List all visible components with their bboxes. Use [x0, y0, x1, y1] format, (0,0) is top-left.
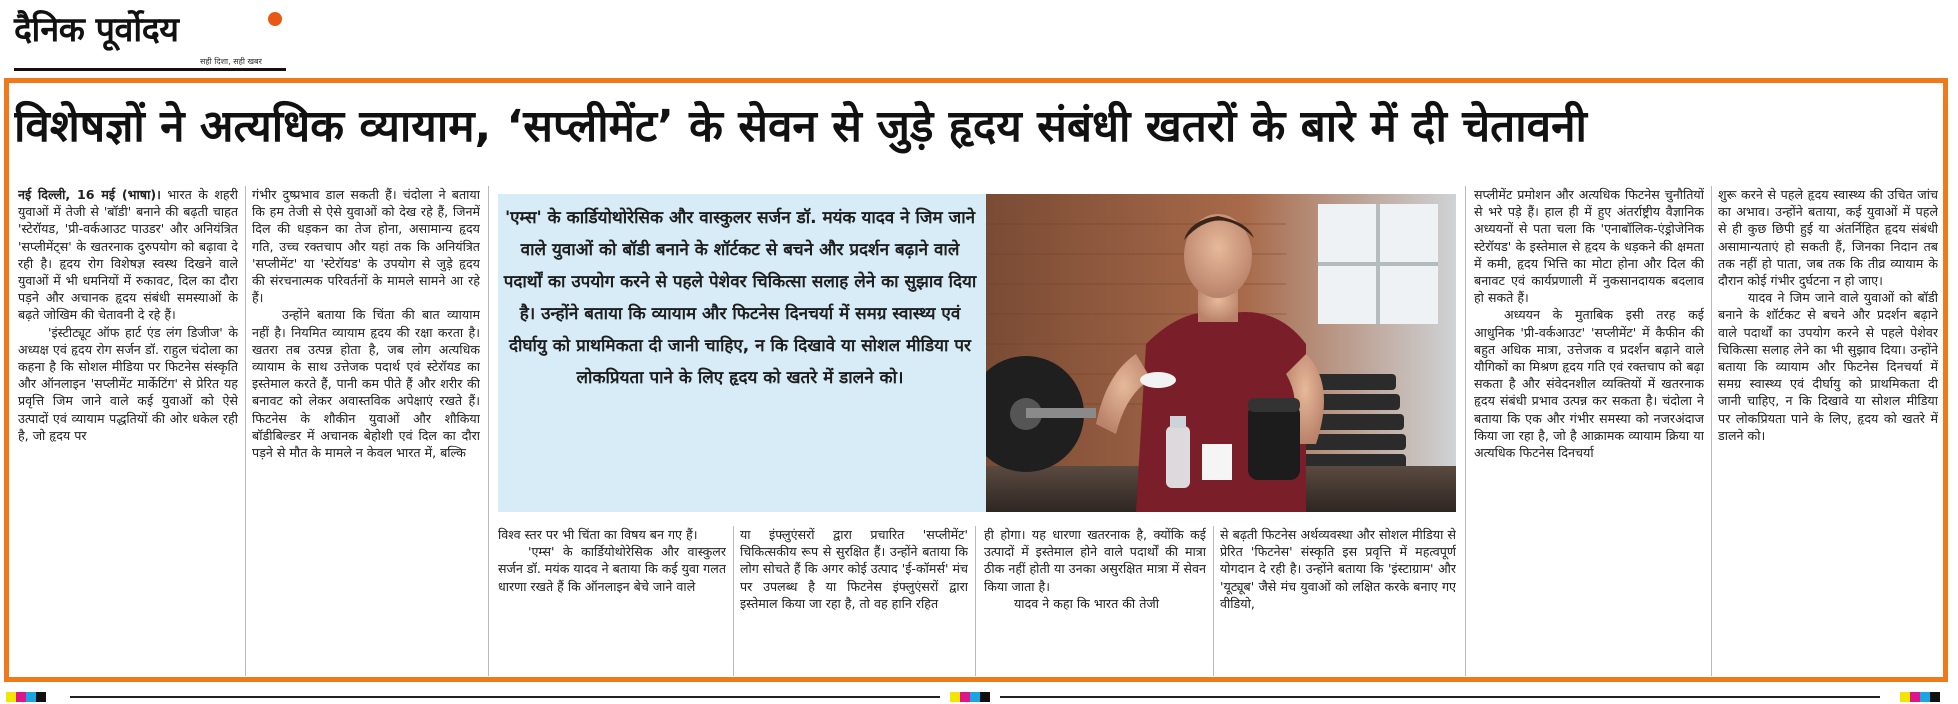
registration-swatch	[1900, 692, 1910, 702]
registration-swatch	[960, 692, 970, 702]
column-1-para-1: भारत के शहरी युवाओं में तेजी से 'बॉडी' बनाने की बढ़ती चाहत 'स्टेरॉयड, 'प्री-वर्कआउट पाउडर' और अनियंत्रित 'सप्लीमेंट्स' के खतरनाक दुरुपयोग को बढ़ावा दे रही है। हृदय रोग विशेषज्ञ स्वस्थ दिखने वाले युवाओं में भी धमनियों में रुकावट, दिल का दौरा पड़ने और अचानक हृदय संबंधी समस्याओं के बढ़ते जोखिम की चेतावनी दे रहे हैं।	[18, 187, 238, 323]
column-7-para-2: अध्ययन के मुताबिक इसी तरह कई आधुनिक 'प्री-वर्कआउट' 'सप्लीमेंट' में कैफीन की बहुत अधिक मात्रा, उत्तेजक व प्रदर्शन बढ़ाने वाले यौगिकों का मिश्रण हृदय गति एवं रक्तचाप को बढ़ा सकता है और संवेदनशील व्यक्तियों में खतरनाक हृदय संबंधी प्रभाव उत्पन्न कर सकता है। चंदोला ने बताया कि एक और गंभीर समस्या को नजरअंदाज किया जा रहा है, जो है आक्रामक व्यायाम क्रिया या अत्यधिक फिटनेस दिनचर्या	[1474, 307, 1704, 461]
registration-swatch	[1910, 692, 1920, 702]
article-column-2	[252, 186, 480, 676]
article-column-1	[18, 186, 238, 676]
masthead	[10, 6, 290, 72]
column-6-para-1: से बढ़ती फिटनेस अर्थव्यवस्था और सोशल मीडिया से प्रेरित 'फिटनेस' संस्कृति इस प्रवृत्ति में महत्वपूर्ण योगदान दे रही है। उन्होंने बताया कि 'इंस्टाग्राम' और 'यूट्यूब' जैसे मंच युवाओं को लक्षित करके बनाए गए वीडियो,	[1220, 527, 1456, 611]
column-3-para-1: विश्व स्तर पर भी चिंता का विषय बन गए हैं।	[498, 527, 698, 542]
registration-swatch	[36, 692, 46, 702]
article-column-3	[498, 526, 726, 676]
column-divider	[1465, 186, 1466, 676]
column-divider	[975, 526, 976, 676]
column-7-para-1: सप्लीमेंट प्रमोशन और अत्यधिक फिटनेस चुनौतियों से भरे पड़े हैं। हाल ही में हुए अंतर्राष्ट्रीय वैज्ञानिक अध्ययनों से पता चला कि 'एनाबॉलिक-एंड्रोजेनिक स्टेरॉयड' के इस्तेमाल से हृदय के धड़कने की क्षमता में कमी, हृदय भित्ति का मोटा होना और दिल की बनावट एवं कार्यप्रणाली में नुकसानदायक बदलाव हो सकते हैं।	[1474, 187, 1704, 306]
column-3-para-2: 'एम्स' के कार्डियोथोरेसिक और वास्कुलर सर्जन डॉ. मयंक यादव ने बताया कि कई युवा गलत धारणा रखते हैं कि ऑनलाइन बेचे जाने वाले	[498, 544, 726, 594]
logo-tagline: सही दिशा, सही खबर	[200, 57, 262, 66]
registration-line	[70, 696, 940, 698]
column-2-para-1: गंभीर दुष्प्रभाव डाल सकती हैं। चंदोला ने बताया कि हम तेजी से ऐसे युवाओं को देख रहे हैं, जिनमें दिल की धड़कन का तेज होना, असामान्य हृदय गति, उच्च रक्तचाप और यहां तक कि अनियंत्रित 'सप्लीमेंट' या 'स्टेरॉयड' के उपयोग से जुड़े हृदय की संरचनात्मक परिवर्तनों के मामले सामने आ रहे हैं।	[252, 187, 480, 306]
logo-dot-icon	[268, 12, 282, 26]
column-8-para-2: यादव ने जिम जाने वाले युवाओं को बॉडी बनाने के शॉर्टकट से बचने और प्रदर्शन बढ़ाने वाले पदार्थों का उपयोग करने से पहले पेशेवर चिकित्सा सलाह लेने का भी सुझाव दिया। उन्होंने बताया कि व्यायाम और फिटनेस दिनचर्या में समग्र स्वास्थ्य एवं दीर्घायु को प्राथमिकता दी जानी चाहिए, न कि दिखावे या सोशल मीडिया पर लोकप्रियता पाने के लिए, हृदय को खतरे में डालने को।	[1718, 290, 1938, 443]
registration-swatch	[970, 692, 980, 702]
registration-line	[1000, 696, 1880, 698]
column-5-para-1: ही होगा। यह धारणा खतरनाक है, क्योंकि कई उत्पादों में इस्तेमाल होने वाले पदार्थों की मात्रा ठीक नहीं होती या उनका असुरक्षित मात्रा में सेवन किया जाता है।	[984, 527, 1206, 594]
column-divider	[488, 186, 489, 676]
gym-supplement-photo	[986, 194, 1456, 512]
registration-swatch	[1930, 692, 1940, 702]
print-registration-bar	[0, 690, 1958, 704]
pull-quote-text: 'एम्स' के कार्डियोथोरेसिक और वास्कुलर सर्जन डॉ. मयंक यादव ने जिम जाने वाले युवाओं को बॉडी बनाने के शॉर्टकट से बचने और प्रदर्शन बढ़ाने वाले पदार्थों का उपयोग करने से पहले पेशेवर चिकित्सा सलाह लेने का सुझाव दिया है। उन्होंने बताया कि व्यायाम और फिटनेस दिनचर्या में समग्र स्वास्थ्य एवं दीर्घायु को प्राथमिकता दी जानी चाहिए, न कि दिखावे या सोशल मीडिया पर लोकप्रियता पाने के लिए हृदय को खतरे में डालने को।	[503, 208, 977, 388]
column-divider	[245, 186, 246, 676]
column-5-para-2: यादव ने कहा कि भारत की तेजी	[1014, 595, 1159, 611]
column-8-para-1: शुरू करने से पहले हृदय स्वास्थ्य की उचित जांच का अभाव। उन्होंने बताया, कई युवाओं में पहले से ही कुछ छिपी हुई या अंतर्निहित हृदय संबंधी असामान्यताएं हो सकती हैं, जिनका निदान तब तक नहीं हो पाता, जब तक कि तीव्र व्यायाम के दौरान कोई गंभीर दुर्घटना न हो जाए।	[1718, 187, 1938, 289]
column-1-para-2: 'इंस्टीट्यूट ऑफ हार्ट एंड लंग डिजीज' के अध्यक्ष एवं हृदय रोग सर्जन डॉ. राहुल चंदोला का कहना है कि सोशल मीडिया पर फिटनेस संस्कृति और ऑनलाइन 'सप्लीमेंट मार्केटिंग' से प्रेरित यह प्रवृत्ति जिम जाने वाले कई युवाओं को ऐसे उत्पादों एवं व्यायाम पद्धतियों की ओर धकेल रही है, जो हृदय पर	[18, 324, 238, 443]
registration-swatch	[1920, 692, 1930, 702]
registration-swatch	[980, 692, 990, 702]
column-divider	[1711, 186, 1712, 676]
article-column-5	[984, 526, 1206, 676]
article-column-8	[1718, 186, 1938, 676]
registration-swatch	[950, 692, 960, 702]
column-4-para-1: या इंफ्लुएंसरों द्वारा प्रचारित 'सप्लीमेंट' चिकित्सकीय रूप से सुरक्षित हैं। उन्होंने बताया कि लोग सोचते हैं कि अगर कोई उत्पाद 'ई-कॉमर्स' मंच पर उपलब्ध है या फिटनेस इंफ्लुएंसरों द्वारा इस्तेमाल किया जा रहा है, तो वह हानि रहित	[740, 527, 968, 611]
column-divider	[1213, 526, 1214, 676]
column-divider	[733, 526, 734, 676]
article-column-4	[740, 526, 968, 676]
registration-swatch	[6, 692, 16, 702]
masthead-rule	[14, 68, 286, 71]
article-headline: विशेषज्ञों ने अत्यधिक व्यायाम, ‘सप्लीमेंट’ के सेवन से जुड़े हृदय संबंधी खतरों के बारे में दी चेतावनी	[14, 101, 1587, 152]
dateline: नई दिल्ली, 16 मई (भाषा)।	[18, 187, 161, 202]
article-column-6	[1220, 526, 1456, 676]
column-2-para-2: उन्होंने बताया कि चिंता की बात व्यायाम नहीं है। नियमित व्यायाम हृदय की रक्षा करता है। खतरा तब उत्पन्न होता है, जब लोग अत्यधिक व्यायाम के साथ उत्तेजक पदार्थ एवं स्टेरॉयड का इस्तेमाल करते हैं, पानी कम पीते हैं और शरीर की बनावट को लेकर अवास्तविक अपेक्षाएं रखते हैं। फिटनेस के शौकीन युवाओं और शौकिया बॉडीबिल्डर में अचानक बेहोशी एवं दिल का दौरा पड़ने से मौत के मामले न केवल भारत में, बल्कि	[252, 307, 480, 461]
registration-swatch	[26, 692, 36, 702]
article-column-7	[1474, 186, 1704, 676]
registration-swatch	[16, 692, 26, 702]
newspaper-logo: दैनिक पूर्वोदय	[14, 10, 179, 50]
